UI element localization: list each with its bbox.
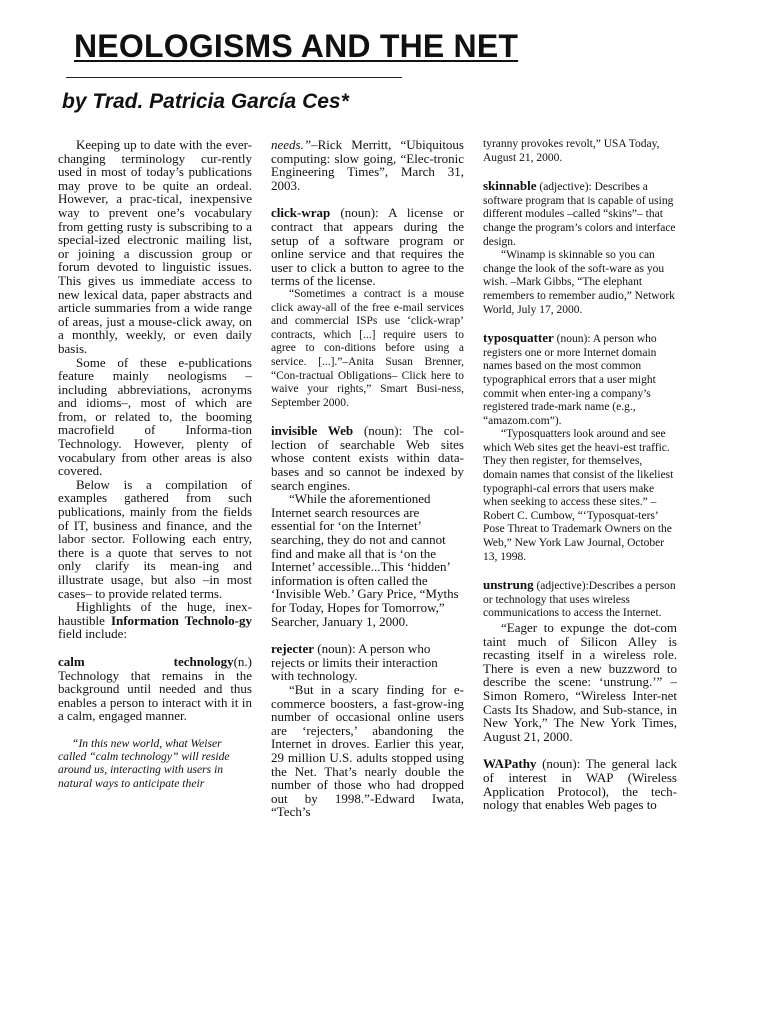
intro-paragraph-4 (58, 600, 252, 641)
entry-definition: (noun): A person who rejects or limits their interaction with technology. (271, 641, 438, 684)
entry-pos: (n.) (233, 653, 252, 669)
title-rule (66, 77, 402, 78)
entry-definition: (noun): A license or contract that appears during the setup of a software program or online service and that requires the user to click a button to agree to the terms of the license. (271, 205, 464, 289)
entry-wapathy (483, 757, 677, 811)
entry-term: click-wrap (271, 205, 331, 221)
article-title: NEOLOGISMS AND THE NET (74, 28, 519, 64)
entry-definition: Technology that remains in the background until needed and thus enables a person to interact with it in a calm, engaged manner. (58, 667, 252, 724)
entry-term: unstrung (483, 577, 534, 593)
entry-rejecter (271, 642, 464, 683)
entry-definition: (noun): The col-lection of searchable Web sites whose content exists within data-bases and so cannot be indexed by search engines. (271, 423, 464, 493)
entry-definition: (noun): The general lack of interest in WAP (Wireless Application Protocol), the tech-nology that enables Web pages to (483, 756, 678, 813)
entry-typosquatter (483, 331, 677, 428)
entry-term: typosquatter (483, 330, 554, 346)
entry-definition: (noun): A person who registers one or more Internet domain names based on the most common typographical errors that a user might commit when enter-ing a company’s registered trade-mark name (e.g., “amazom.com”). (483, 333, 657, 427)
intro-text: Highlights of the huge, inex-haustible (58, 599, 252, 628)
citation-text: –Rick Merritt, “Ubiquitous computing: slow going, “Elec-tronic Engineering Times”, March 31, 2003. (271, 137, 464, 193)
column-2 (271, 138, 464, 819)
intro-text-end: field include: (58, 626, 127, 642)
intro-paragraph-2: Some of these e-publications feature mainly neologisms – including abbreviations, acronyms and idioms–, most of which are from, or related to, the booming macrofield of Informa-tion Technology. However, plenty of vocabulary from other areas is also covered. (58, 354, 252, 479)
entry-quote: “But in a scary finding for e-commerce boosters, a fast-grow-ing number of occasional online users are ‘rejecters,’ abandoning the Internet in droves. Earlier this year, 29 million U.S. adults stopped using the Net. That’s nearly double the number of those who had dropped out by 1998.”-Edward Iwata, “Tech’s (271, 681, 464, 820)
byline: by Trad. Patricia García Ces* (62, 90, 349, 113)
continued-citation (271, 138, 464, 192)
entry-term: calm technology (58, 653, 234, 669)
intro-paragraph-1: Keeping up to date with the ever-changing terminology cur-rently used in most of today’s publications may prove to be quite an ordeal. However, a prac-tical, inexpensive way to prevent one’s vocabulary from getting rusty is subscribing to a special-ized electronic mailing list, or joining a discussion group or forum devoted to linguistic issues. This gives us immediate access to new lexical data, paper abstracts and article summaries from a wide range of areas, just a mouse-click away, on a monthly, weekly, or even daily basis. (58, 137, 252, 356)
entry-definition: (adjective): Describes a software program that is capable of using different modules –called “skins”– that change the program’s colors and interface design. (483, 181, 676, 248)
entry-quote: “Sometimes a contract is a mouse click away-all of the free e-mail services and commercial ISPs use ‘click-wrap’ contracts, which [...] require users to agree to con-ditions before using a service. [...].”–Anita Susan Brenner, “Con-tractual Obligations– Click here to waive your rights,” Smart Busi-ness, September 2000. (271, 287, 464, 409)
citation-italic: needs.” (271, 137, 312, 152)
entry-quote: “Typosquatters look around and see which Web sites get the heavi-est traffic. They then register, for themselves, domain names that consist of the likeliest typographi-cal errors that users make when seeking to access these sites.” – Robert C. Cumbow, “‘Typosquat-ters’ Pose Threat to Trademark Owners on the Web,” New York Law Journal, October 13, 1998. (483, 428, 674, 563)
field-name: Information Technolo-gy (110, 612, 253, 628)
column-3 (483, 138, 677, 812)
entry-term: rejecter (271, 641, 315, 657)
entry-definition: (adjective):Describes a person or technology that uses wireless communications to access the Internet. (483, 580, 676, 620)
entry-skinnable (483, 179, 677, 249)
entry-term: skinnable (483, 178, 537, 194)
entry-invisible-web (271, 424, 464, 492)
entry-quote: “While the aforementioned Internet search resources are essential for ‘on the Internet’ searching, they do not and cannot find and make all that is ‘on the Internet’ accessible...This ‘hidden’ information is often called the ‘Invisible Web.’ Gary Price, “Myths for Today, Hopes for Tomorrow,” Searcher, January 1, 2000. (271, 491, 459, 629)
intro-paragraph-3: Below is a compilation of examples gathered from such publications, mainly from the fields of IT, business and finance, and the labor sector. Following each entry, there is a quote that serves to not only clarify its mean-ing and illustrate usage, but also –in most cases– to provide related terms. (58, 476, 252, 601)
entry-quote: “Winamp is skinnable so you can change the look of the soft-ware as you wish. –Mark Gibbs, “The elephant remembers to remember audio,” Network World, July 17, 2000. (483, 249, 675, 316)
entry-calm-technology (58, 655, 252, 723)
entry-term: invisible Web (271, 423, 354, 439)
entry-quote: “Eager to expunge the dot-com taint much of Silicon Alley is recasting itself in a wireless role. There is even a new buzzword to describe the scene: ‘unstrung.’” – Simon Romero, “Wireless Inter-net Casts Its Shadow, and Sub-stance, in New York,” The New York Times, August 21, 2000. (483, 620, 677, 744)
column-1 (58, 138, 252, 790)
entry-term: WAPathy (483, 756, 537, 772)
entry-quote: “In this new world, what Weiser called “calm technology” will reside around us, interacting with users in natural ways to anticipate their (58, 736, 230, 790)
entry-click-wrap (271, 206, 464, 288)
continued-citation: tyranny provokes revolt,” USA Today, August 21, 2000. (483, 138, 660, 164)
entry-unstrung (483, 578, 677, 621)
